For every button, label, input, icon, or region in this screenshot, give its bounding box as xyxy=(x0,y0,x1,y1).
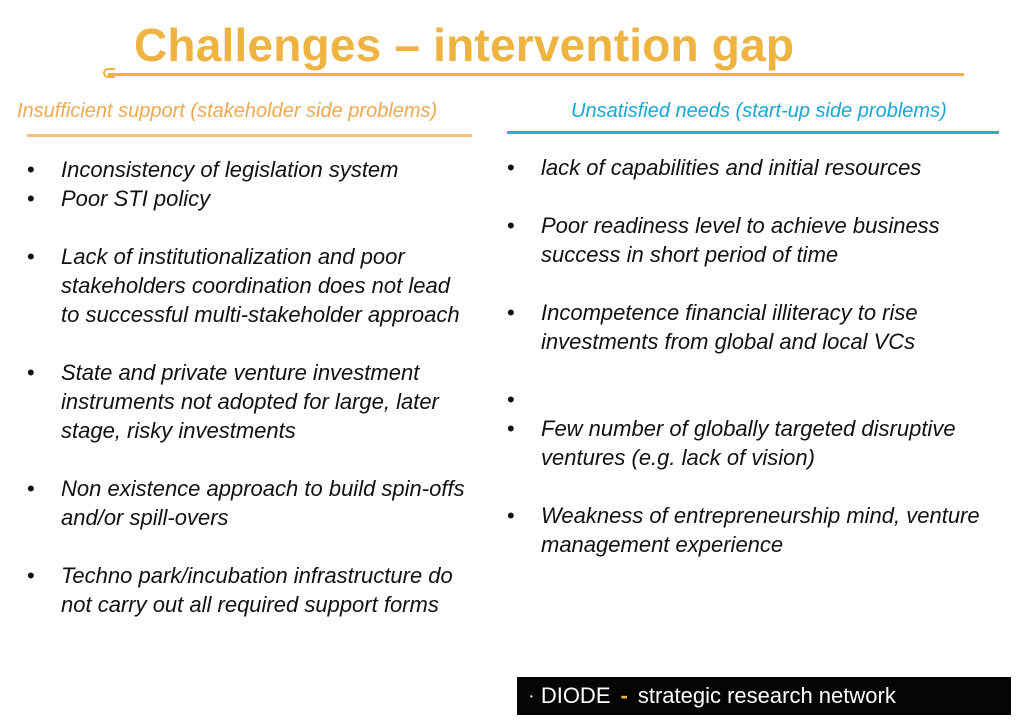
list-item-text: Poor STI policy xyxy=(61,186,211,211)
left-column-heading: Insufficient support (stakeholder side problems) xyxy=(17,100,438,122)
list-item-text: Few number of globally targeted disruptive ventures (e.g. lack of vision) xyxy=(541,416,956,470)
bullet-icon: • xyxy=(27,360,35,385)
bullet-icon: • xyxy=(27,157,35,182)
bullet-icon: • xyxy=(507,416,515,441)
list-item xyxy=(27,561,467,619)
footer-brand: DIODE xyxy=(540,683,611,708)
bullet-icon: • xyxy=(27,186,35,211)
bullet-icon: • xyxy=(507,155,515,180)
list-item-text: Techno park/incubation infrastructure do not carry out all required support forms xyxy=(61,563,453,617)
bullet-icon: • xyxy=(27,476,35,501)
list-item xyxy=(27,184,467,213)
list-item-text: lack of capabilities and initial resources xyxy=(541,155,922,180)
footer-separator: - xyxy=(620,683,628,708)
left-heading-underline xyxy=(27,134,472,137)
list-item xyxy=(507,298,1017,356)
list-item-text: Poor readiness level to achieve business success in short period of time xyxy=(541,213,940,267)
list-item-text: Inconsistency of legislation system xyxy=(61,157,399,182)
list-item-text: Non existence approach to build spin-offs and/or spill-overs xyxy=(61,476,465,530)
list-item-text: State and private venture investment instruments not adopted for large, later stage, risky investments xyxy=(61,360,439,443)
list-item-text: Lack of institutionalization and poor stakeholders coordination does not lead to successful multi-stakeholder approach xyxy=(61,244,460,327)
footer-dot-icon: • xyxy=(530,691,533,701)
title-underline xyxy=(108,73,964,76)
bullet-icon: • xyxy=(507,300,515,325)
list-item xyxy=(507,414,1017,472)
list-item-text: Incompetence financial illiteracy to rise investments from global and local VCs xyxy=(541,300,918,354)
slide-title: Challenges – intervention gap xyxy=(134,19,795,71)
right-column-heading: Unsatisfied needs (start-up side problems) xyxy=(571,100,947,122)
footer-banner xyxy=(517,677,1011,715)
list-item xyxy=(507,153,1017,182)
list-item xyxy=(27,155,467,184)
right-heading-underline xyxy=(507,131,999,134)
list-item xyxy=(27,242,467,329)
bullet-icon: • xyxy=(27,244,35,269)
bullet-icon: • xyxy=(507,387,515,412)
bullet-icon: • xyxy=(507,213,515,238)
list-item xyxy=(507,211,1017,269)
footer-text: strategic research network xyxy=(637,683,896,708)
list-item xyxy=(507,501,1017,559)
bullet-icon: • xyxy=(507,503,515,528)
bullet-icon: • xyxy=(27,563,35,588)
list-item xyxy=(27,358,467,445)
list-item-empty xyxy=(507,385,1017,414)
list-item xyxy=(27,474,467,532)
left-bullet-list xyxy=(27,155,467,619)
right-bullet-list xyxy=(507,153,1017,559)
list-item-text: Weakness of entrepreneurship mind, venture management experience xyxy=(541,503,980,557)
